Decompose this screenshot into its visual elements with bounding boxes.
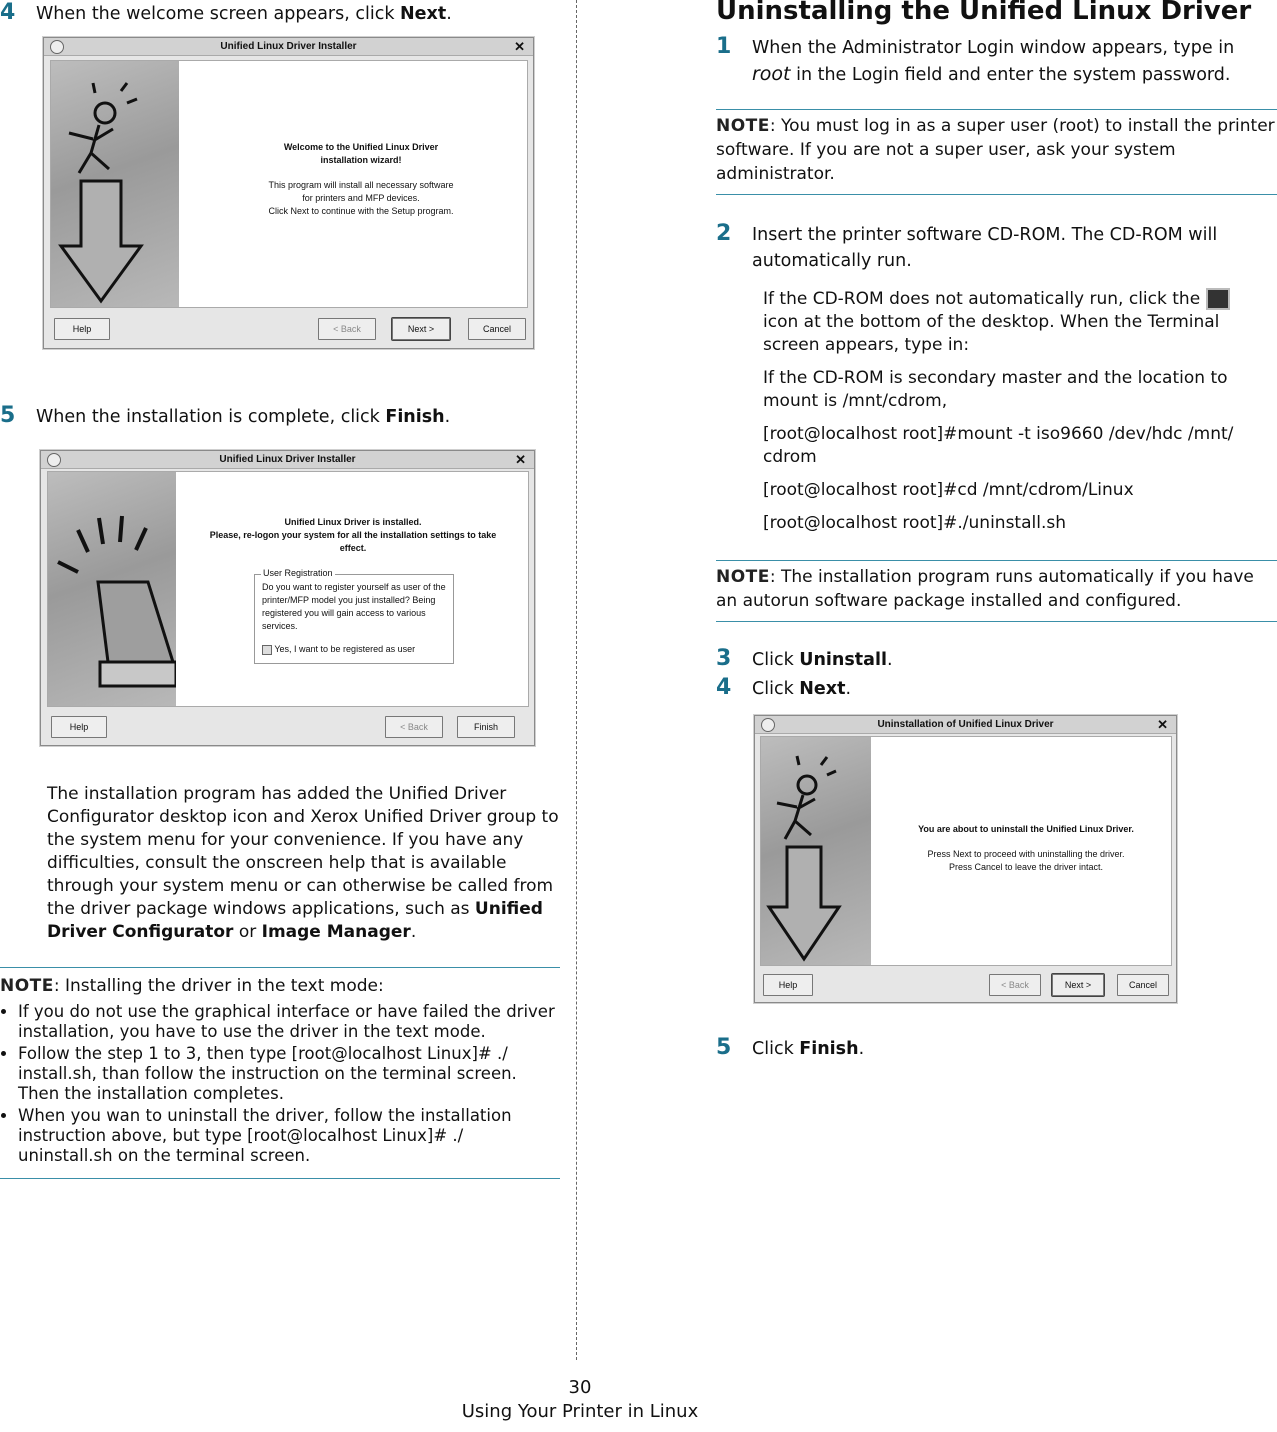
cancel-button[interactable]: Cancel <box>1117 974 1169 996</box>
command-line: [root@localhost root]#./uninstall.sh <box>763 513 1066 533</box>
sub-paragraph: If the CD-ROM does not automatically run, click the icon at the bottom of the desktop. When the Terminal screen appears, type in: <box>763 288 1263 357</box>
step-text: When the welcome screen appears, click Next. <box>36 4 452 24</box>
dialog-title-bar: Unified Linux Driver Installer ✕ <box>41 451 534 469</box>
note-bullet-list <box>0 1002 560 1166</box>
uninstall-message: You are about to uninstall the Unified Linux Driver. Press Next to proceed with uninstalling the driver. Press Cancel to leave the driver intact. <box>918 824 1134 872</box>
list-item: • Follow the step 1 to 3, then type [root@localhost Linux]# ./ install.sh, than follow the instruction on the terminal screen. Then the installation completes. <box>18 1044 560 1104</box>
register-checkbox[interactable] <box>262 645 272 655</box>
note-text-mode: NOTE: Installing the driver in the text mode: • If you do not use the graphical interface or have failed the driver installation, you have to use the driver in the text mode. • Follow the step 1 to 3, then type [root@localhost Linux]# ./ install.sh, than follow the instruction on the terminal screen. Then the installation completes. • When you wan to uninstall the driver, follow the installation instruction above, but type [root@localhost Linux]# ./ uninstall.sh on the terminal screen. <box>0 967 560 1179</box>
footer-title: Using Your Printer in Linux <box>461 1401 699 1422</box>
command-line: [root@localhost root]#mount -t iso9660 /dev/hdc /mnt/ cdrom <box>763 424 1234 467</box>
cdrom-instructions <box>763 288 1263 535</box>
column-divider <box>576 0 577 1360</box>
back-button[interactable]: < Back <box>989 974 1041 996</box>
close-icon[interactable]: ✕ <box>1157 717 1168 732</box>
window-menu-icon[interactable] <box>47 453 61 467</box>
page-footer <box>0 1376 1160 1424</box>
help-button[interactable]: Help <box>54 318 110 340</box>
dialog-title-bar: Uninstallation of Unified Linux Driver ✕ <box>755 716 1176 734</box>
registration-text: Do you want to register yourself as user of the printer/MFP model you just installed? Being registered you will gain access to various services. <box>262 582 446 631</box>
step-text: Insert the printer software CD-ROM. The CD-ROM will automatically run. <box>752 225 1218 271</box>
installer-finish-dialog <box>40 450 535 746</box>
step-text: Click Finish. <box>752 1039 865 1059</box>
window-menu-icon[interactable] <box>50 40 64 54</box>
step-number: 2 <box>716 221 732 246</box>
step-text: Click Next. <box>752 679 852 699</box>
wizard-art <box>761 737 871 965</box>
wizard-art <box>51 61 179 307</box>
next-button[interactable]: Next > <box>392 318 450 340</box>
section-heading: Uninstalling the Unified Linux Driver <box>716 0 1252 26</box>
printer-icon <box>48 472 176 706</box>
running-figure-arrow-icon <box>51 61 179 307</box>
back-button[interactable]: < Back <box>318 318 376 340</box>
step-text: When the Administrator Login window appears, type in root in the Login field and enter the system password. <box>752 38 1235 85</box>
close-icon[interactable]: ✕ <box>515 452 526 467</box>
step-number: 4 <box>716 675 732 700</box>
step-number: 5 <box>716 1035 732 1060</box>
back-button[interactable]: < Back <box>385 716 443 738</box>
terminal-icon <box>1206 288 1230 310</box>
dialog-title-bar: Unified Linux Driver Installer ✕ <box>44 38 533 56</box>
dialog-content <box>760 736 1172 966</box>
list-item: • When you wan to uninstall the driver, follow the installation instruction above, but type [root@localhost Linux]# ./ uninstall.sh on the terminal screen. <box>18 1106 560 1166</box>
step-text: Click Uninstall. <box>752 650 893 670</box>
help-button[interactable]: Help <box>51 716 107 738</box>
dialog-content <box>50 60 528 308</box>
welcome-message: Welcome to the Unified Linux Driver installation wizard! This program will install all necessary software for printers and MFP devices. Click Next to continue with the Setup program. <box>268 142 454 216</box>
step-number: 5 <box>0 403 16 428</box>
command-line: [root@localhost root]#cd /mnt/cdrom/Linux <box>763 480 1134 500</box>
note-super-user: NOTE: You must log in as a super user (root) to install the printer software. If you are not a super user, ask your system administrator. <box>716 109 1277 195</box>
info-paragraph: The installation program has added the Unified Driver Configurator desktop icon and Xerox Unified Driver group to the system menu for your convenience. If you have any difficulties, consult the onscreen help that is available through your system menu or can otherwise be called from the driver package windows applications, such as Unified Driver Configurator or Image Manager. <box>47 784 559 942</box>
step-text: When the installation is complete, click Finish. <box>36 407 451 427</box>
next-button[interactable]: Next > <box>1052 974 1104 996</box>
window-menu-icon[interactable] <box>761 718 775 732</box>
installer-welcome-dialog <box>43 37 534 349</box>
step-number: 4 <box>0 0 16 25</box>
checkbox-label: Yes, I want to be registered as user <box>274 644 416 654</box>
cancel-button[interactable]: Cancel <box>468 318 526 340</box>
help-button[interactable]: Help <box>763 974 813 996</box>
step-number: 1 <box>716 34 732 59</box>
step-number: 3 <box>716 646 732 671</box>
user-registration-group <box>254 568 454 664</box>
installed-message: Unified Linux Driver is installed. Please, re-logon your system for all the installation settings to take effect. <box>209 517 497 553</box>
running-figure-arrow-icon <box>761 737 871 965</box>
uninstall-dialog <box>754 715 1177 1003</box>
list-item: • If you do not use the graphical interface or have failed the driver installation, you have to use the driver in the text mode. <box>18 1002 560 1042</box>
sub-paragraph: If the CD-ROM is secondary master and the location to mount is /mnt/cdrom, <box>763 368 1228 411</box>
register-checkbox-row[interactable] <box>262 643 452 656</box>
close-icon[interactable]: ✕ <box>514 39 525 54</box>
finish-button[interactable]: Finish <box>457 716 515 738</box>
dialog-content <box>47 471 529 707</box>
note-autorun: NOTE: The installation program runs automatically if you have an autorun software package installed and configured. <box>716 560 1277 622</box>
wizard-art <box>48 472 176 706</box>
group-title: User Registration <box>263 568 333 578</box>
page-number: 30 <box>568 1377 592 1398</box>
